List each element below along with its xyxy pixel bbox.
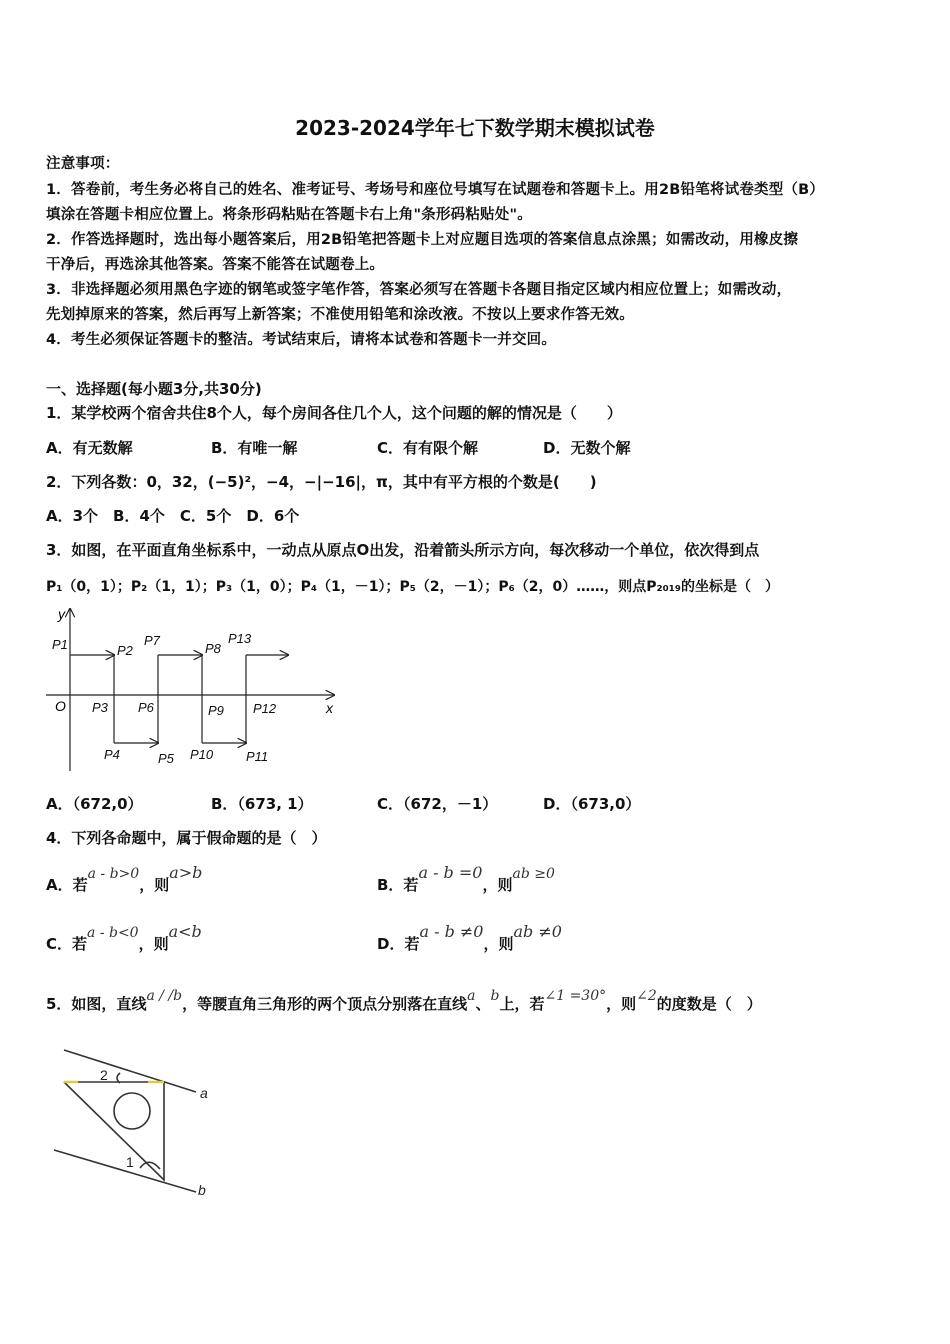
question-3-points: P₁（0，1）；P₂（1，1）；P₃（1，0）；P₄（1，－1）；P₅（2，－1）；P₆（2，0）……，则点P₂₀₁₉的坐标是（ ）: [46, 579, 780, 595]
notice-line: 2．作答选择题时，选出每小题答案后，用2B铅笔把答题卡上对应题目选项的答案信息点涂黑；如需改动，用橡皮擦: [46, 232, 799, 248]
question-4-option-d: [377, 922, 562, 954]
then-word: ，则: [138, 935, 169, 953]
point-label-p10: P10: [190, 747, 214, 762]
page-title: 2023-2024学年七下数学期末模拟试卷: [295, 116, 655, 140]
point-label-p7: P7: [144, 633, 160, 648]
notice-line: 先划掉原来的答案，然后再写上新答案；不准使用铅笔和涂改液。不按以上要求作答无效。: [46, 307, 634, 323]
condition-formula: a - b =0: [418, 863, 483, 882]
point-label-p5: P5: [158, 751, 174, 766]
question-3-option-b: B．（673, 1）: [211, 795, 313, 813]
notice-line: 填涂在答题卡相应位置上。将条形码粘贴在答题卡右上角"条形码粘贴处"。: [46, 207, 532, 223]
option-letter: C．若: [46, 935, 88, 953]
point-label-p6: P6: [138, 700, 154, 715]
question-1-option-a: A．有无数解: [46, 439, 133, 457]
origin-label: O: [55, 698, 66, 714]
question-4-option-b: [377, 863, 555, 895]
condition-formula: a - b>0: [87, 866, 140, 882]
triangle: [64, 1082, 164, 1180]
point-label-p4: P4: [104, 747, 120, 762]
point-label-p9: P9: [208, 703, 224, 718]
line-b: [54, 1150, 196, 1192]
then-word: ，则: [139, 876, 170, 894]
stem-text: ，等腰直角三角形的两个顶点分别落在直线: [182, 995, 468, 1013]
question-4-stem: 4．下列各命题中，属于假命题的是（ ）: [46, 829, 327, 847]
stem-text: 5．如图，直线: [46, 995, 147, 1013]
angle-2-label: 2: [100, 1067, 108, 1083]
line-a-label: a: [200, 1085, 208, 1101]
x-axis-label: x: [326, 700, 333, 716]
notice-line: 干净后，再选涂其他答案。答案不能答在试题卷上。: [46, 257, 385, 273]
line-a: [64, 1050, 196, 1092]
question-3-stem: 3．如图，在平面直角坐标系中，一动点从原点O出发，沿着箭头所示方向，每次移动一个单位，依次得到点: [46, 541, 760, 559]
triangle-hole: [114, 1093, 150, 1129]
question-4-option-a: [46, 863, 203, 895]
option-letter: B．若: [377, 876, 419, 894]
angle-1-formula: ∠1 =30°: [544, 988, 607, 1004]
line-a-symbol: a: [467, 988, 476, 1004]
question-3-option-d: D．（673,0）: [543, 795, 641, 813]
question-2-options: A．3个 B．4个 C．5个 D．6个: [46, 507, 300, 525]
y-axis-label: y: [58, 606, 65, 622]
notice-line: 3．非选择题必须用黑色字迹的钢笔或签字笔作答，答案必须写在答题卡各题目指定区域内相应位置上；如需改动，: [46, 282, 792, 298]
point-label-p13: P13: [228, 631, 252, 646]
point-label-p11: P11: [246, 749, 269, 764]
question-3-option-a: A．（672,0）: [46, 795, 143, 813]
point-label-p12: P12: [253, 701, 277, 716]
question-1-stem: 1．某学校两个宿舍共住8个人，每个房间各住几个人，这个问题的解的情况是（ ）: [46, 404, 622, 422]
question-5-stem: [46, 988, 762, 1014]
then-word: ，则: [482, 876, 513, 894]
stem-text: 上，若: [499, 995, 545, 1013]
line-b-symbol: b: [490, 988, 500, 1004]
result-formula: ab ≠0: [513, 922, 562, 941]
question-4-option-c: [46, 922, 202, 954]
line-b-label: b: [198, 1182, 206, 1198]
option-letter: D．若: [377, 935, 420, 953]
then-word: ，则: [483, 935, 514, 953]
question-1-option-d: D．无数个解: [543, 439, 631, 457]
notice-line: 4．考生必须保证答题卡的整洁。考试结束后，请将本试卷和答题卡一并交回。: [46, 332, 557, 348]
angle-1-label: 1: [126, 1154, 134, 1170]
question-3-figure: [40, 605, 340, 777]
question-1-option-b: B．有唯一解: [211, 439, 298, 457]
point-label-p2: P2: [117, 643, 133, 658]
point-label-p8: P8: [205, 641, 221, 656]
result-formula: a<b: [168, 922, 202, 941]
stem-text: 、: [475, 995, 491, 1013]
option-letter: A．若: [46, 876, 88, 894]
point-label-p1: P1: [52, 637, 68, 652]
question-2-stem: 2．下列各数：0，32，(−5)²，−4，−|−16|，π，其中有平方根的个数是( ): [46, 473, 597, 491]
question-3-option-c: C．（672，－1）: [377, 795, 498, 813]
point-label-p3: P3: [92, 700, 108, 715]
parallel-formula: a / /b: [146, 988, 183, 1004]
notice-heading: 注意事项：: [46, 156, 120, 172]
notice-line: 1．答卷前，考生务必将自己的姓名、准考证号、考场号和座位号填写在试题卷和答题卡上。用2B铅笔将试卷类型（B）: [46, 182, 825, 198]
condition-formula: a - b ≠0: [419, 922, 484, 941]
section-heading: 一、选择题(每小题3分,共30分): [46, 380, 262, 398]
result-formula: a>b: [169, 863, 203, 882]
movement-path: [70, 655, 288, 743]
result-formula: ab ≥0: [512, 866, 555, 882]
question-1-option-c: C．有有限个解: [377, 439, 479, 457]
stem-text: 的度数是（ ）: [656, 995, 762, 1013]
angle-2-formula: ∠2: [636, 988, 657, 1004]
question-5-figure: [48, 1040, 218, 1200]
condition-formula: a - b<0: [87, 925, 139, 941]
stem-text: ，则: [606, 995, 637, 1013]
